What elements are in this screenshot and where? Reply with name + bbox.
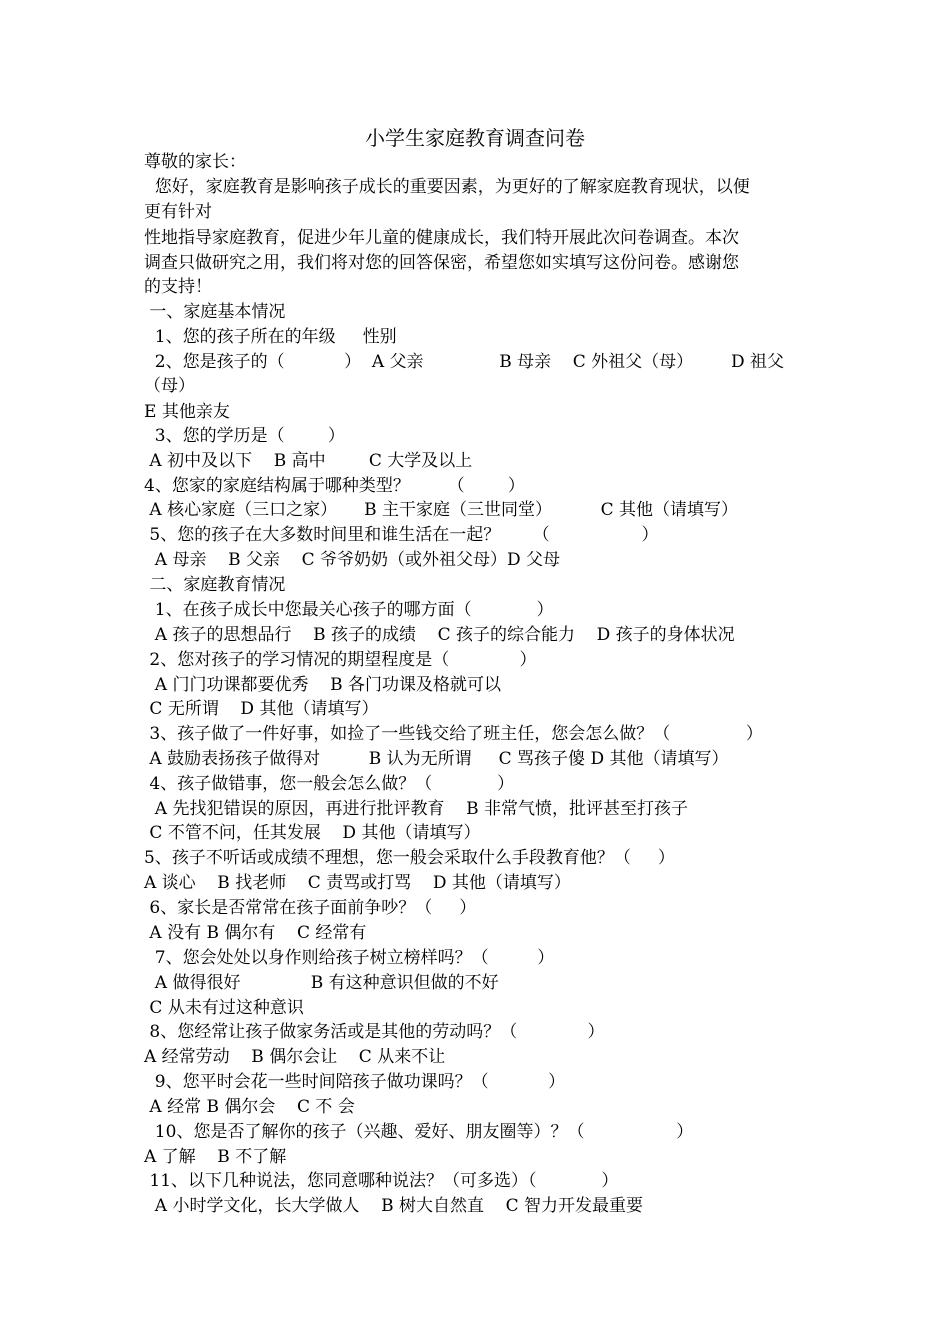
intro-paragraph-line: 性地指导家庭教育，促进少年儿童的健康成长，我们特开展此次问卷调查。本次 (144, 228, 739, 248)
question-line: 1、在孩子成长中您最关心孩子的哪方面（ ） (144, 600, 554, 620)
section-heading: 一、家庭基本情况 (144, 302, 286, 322)
option-line: A 小时学文化，长大学做人 B 树大自然直 C 智力开发最重要 (144, 1196, 644, 1216)
option-line: C 从未有过这种意识 (144, 998, 304, 1018)
option-line: A 先找犯错误的原因，再进行批评教育 B 非常气愤，批评甚至打孩子 (144, 799, 688, 819)
document-title: 小学生家庭教育调查问卷 (365, 126, 585, 150)
question-line: 6、家长是否常常在孩子面前争吵？（ ） (144, 898, 477, 918)
question-line: 2、您对孩子的学习情况的期望程度是（ ） (144, 650, 537, 670)
question-line: 4、孩子做错事，您一般会怎么做？（ ） (144, 774, 515, 794)
option-line: A 鼓励表扬孩子做得对 B 认为无所谓 C 骂孩子傻 D 其他（请填写） (144, 749, 729, 769)
option-line: A 母亲 B 父亲 C 爷爷奶奶（或外祖父母）D 父母 (144, 550, 561, 570)
option-line: C 无所谓 D 其他（请填写） (144, 699, 379, 719)
question-line: 10、您是否了解你的孩子（兴趣、爱好、朋友圈等）？（ ） (144, 1122, 694, 1142)
question-line: 5、孩子不听话或成绩不理想，您一般会采取什么手段教育他？（ ） (144, 848, 675, 868)
section-heading: 二、家庭教育情况 (144, 575, 286, 595)
option-line: A 经常 B 偶尔会 C 不 会 (144, 1097, 355, 1117)
option-line: A 门门功课都要优秀 B 各门功课及格就可以 (144, 675, 501, 695)
question-line: 2、您是孩子的（ ） A 父亲 B 母亲 C 外祖父（母） D 祖父 (144, 352, 784, 372)
option-line: A 初中及以下 B 高中 C 大学及以上 (144, 451, 473, 471)
question-line: 5、您的孩子在大多数时间里和谁生活在一起？ （ ） (144, 525, 659, 545)
question-line: 9、您平时会花一些时间陪孩子做功课吗？（ ） (144, 1072, 566, 1092)
option-line: A 谈心 B 找老师 C 责骂或打骂 D 其他（请填写） (144, 873, 571, 893)
option-line: A 了解 B 不了解 (144, 1147, 287, 1167)
option-line: （母） (144, 376, 195, 396)
greeting: 尊敬的家长： (144, 152, 246, 172)
question-line: 1、您的孩子所在的年级 性别 (144, 327, 397, 347)
question-line: 3、您的学历是（ ） (144, 426, 345, 446)
question-line: 3、孩子做了一件好事，如捡了一些钱交给了班主任，您会怎么做？（ ） (144, 724, 763, 744)
option-line: E 其他亲友 (144, 402, 230, 422)
option-line: A 经常劳动 B 偶尔会让 C 从来不让 (144, 1047, 446, 1067)
option-line: A 没有 B 偶尔有 C 经常有 (144, 923, 367, 943)
question-line: 8、您经常让孩子做家务活或是其他的劳动吗？（ ） (144, 1022, 605, 1042)
question-line: 7、您会处处以身作则给孩子树立榜样吗？（ ） (144, 948, 555, 968)
intro-paragraph-line: 的支持！ (144, 277, 212, 297)
intro-paragraph-line: 调查只做研究之用，我们将对您的回答保密，希望您如实填写这份问卷。感谢您 (144, 253, 739, 273)
intro-paragraph-line: 更有针对 (144, 202, 212, 222)
option-line: C 不管不问，任其发展 D 其他（请填写） (144, 823, 481, 843)
intro-paragraph-line: 您好，家庭教育是影响孩子成长的重要因素，为更好的了解家庭教育现状，以便 (144, 177, 750, 197)
option-line: A 做得很好 B 有这种意识但做的不好 (144, 973, 499, 993)
question-line: 11、以下几种说法，您同意哪种说法？（可多选）（ ） (144, 1171, 619, 1191)
question-line: 4、您家的家庭结构属于哪种类型？ （ ） (144, 476, 525, 496)
option-line: A 核心家庭（三口之家） B 主干家庭（三世同堂） C 其他（请填写） (144, 500, 739, 520)
option-line: A 孩子的思想品行 B 孩子的成绩 C 孩子的综合能力 D 孩子的身体状况 (144, 625, 735, 645)
